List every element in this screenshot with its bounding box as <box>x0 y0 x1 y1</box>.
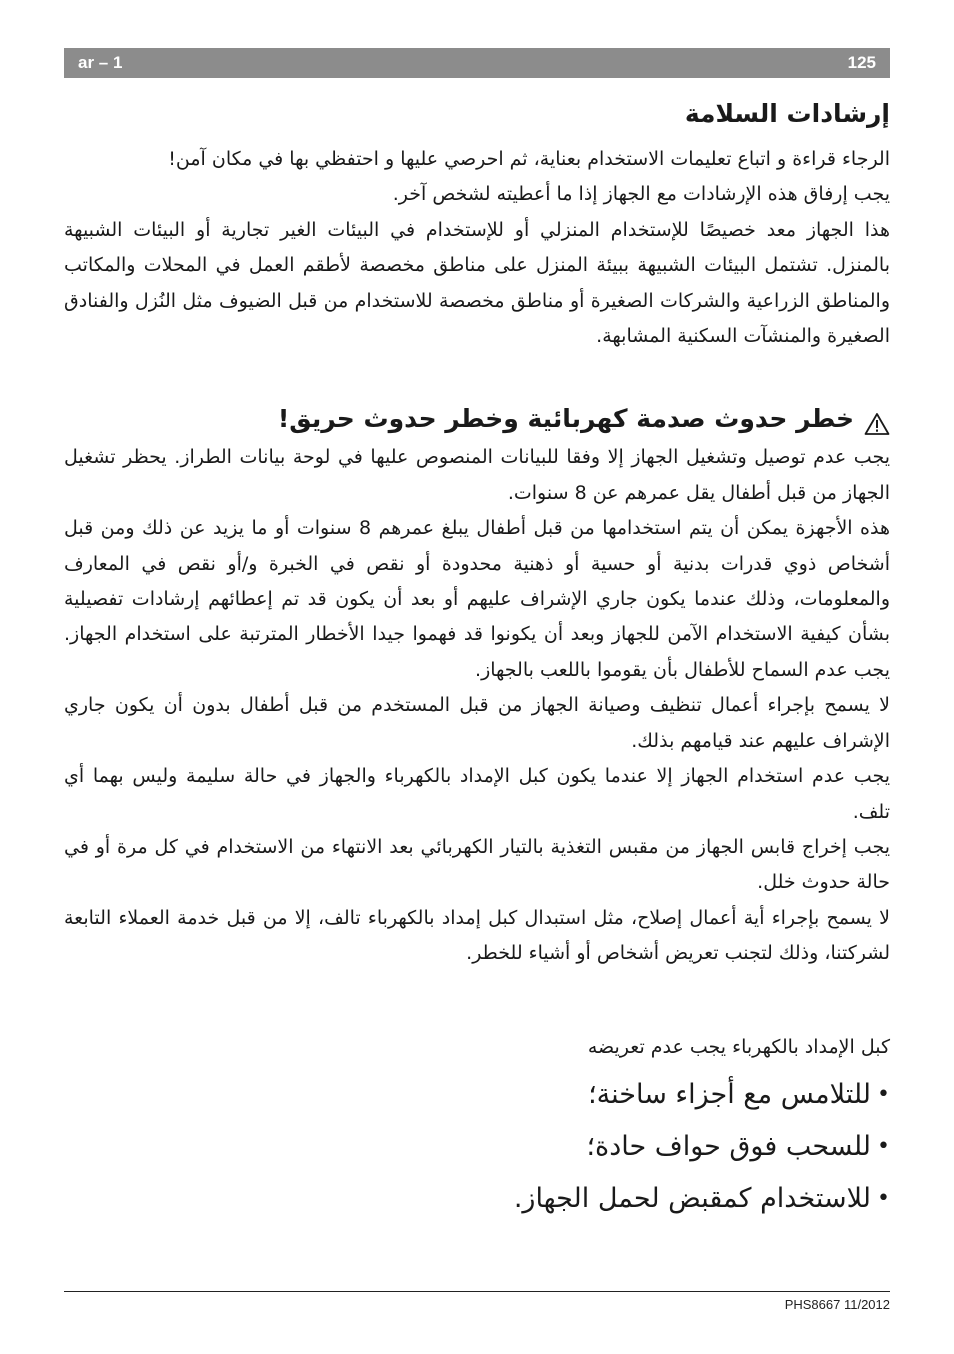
list-item <box>64 1069 890 1121</box>
page-header-bar <box>64 48 890 78</box>
paragraph: هذا الجهاز معد خصيصًا للإستخدام المنزلي أو للإستخدام في البيئات الغير تجارية أو البيئات الشبيهة بالمنزل. تشتمل البيئات الشبيهة ببيئة المنزل على مناطق مخصصة لأطقم العمل في المحلات والمكاتب والمناطق الزراعية والشركات الصغيرة أو مناطق مخصصة للاستخدام من قبل الضيوف مثل النُزل والفنادق الصغيرة والمنشآت السكنية المشابهة. <box>64 218 890 348</box>
paragraph: الرجاء قراءة و اتباع تعليمات الاستخدام بعناية، ثم احرصي عليها و احتفظي بها في مكان آمن! <box>168 148 890 170</box>
footer-divider <box>64 1291 890 1292</box>
list-item <box>64 1121 890 1173</box>
list-item-text: للتلامس مع أجزاء ساخنة؛ <box>588 1078 872 1110</box>
paragraph: يجب عدم توصيل وتشغيل الجهاز إلا وفقا للبيانات المنصوص عليها في لوحة بيانات الطراز. يحظر تشغيل الجهاز من قبل أطفال يقل عمرهم عن 8 سنوات. <box>64 446 890 504</box>
power-cord-list <box>64 1069 890 1225</box>
warning-title: خطر حدوث صدمة كهربائية وخطر حدوث حريق! <box>277 404 854 434</box>
paragraph: يجب إخراج قابس الجهاز من مقبس التغذية بالتيار الكهربائي بعد الانتهاء من الاستخدام في كل مرة أو في حالة حدوث خلل. <box>64 835 890 894</box>
bullet: • <box>877 1081 890 1107</box>
footer-model-date: PHS8667 11/2012 <box>784 1297 890 1312</box>
list-item-text: للسحب فوق حواف حادة؛ <box>586 1130 872 1162</box>
list-item-text: للاستخدام كمقبض لحمل الجهاز. <box>513 1182 872 1214</box>
paragraph: يجب عدم استخدام الجهاز إلا عندما يكون كبل الإمداد بالكهرباء والجهاز في حالة سليمة وليس بهما أي تلف. <box>64 765 890 823</box>
paragraph: يجب إرفاق هذه الإرشادات مع الجهاز إذا ما أعطيته لشخص آخر. <box>392 183 890 206</box>
list-item <box>64 1173 890 1225</box>
document-body <box>64 92 890 1225</box>
power-cord-label: كبل الإمداد بالكهرباء يجب عدم تعريضه <box>587 1035 890 1058</box>
bullet: • <box>877 1185 890 1211</box>
warning-triangle-icon <box>864 407 890 431</box>
electric-shock-warning-heading <box>64 398 890 440</box>
bullet: • <box>877 1133 890 1159</box>
page-number: 125 <box>847 53 876 72</box>
paragraph: لا يسمح بإجراء أعمال تنظيف وصيانة الجهاز من قبل المستخدم من قبل أطفال بدون أن يكون جاري الإشراف عليهم عند قيامهم بذلك. <box>64 694 890 752</box>
safety-instructions-heading: إرشادات السلامة <box>684 99 890 128</box>
paragraph: لا يسمح بإجراء أية أعمال إصلاح، مثل استبدال كبل إمداد بالكهرباء تالف، إلا من قبل خدمة العملاء التابعة لشركتنا، وذلك لتجنب تعريض أشخاص أو أشياء للخطر. <box>64 906 890 965</box>
paragraph: هذه الأجهزة يمكن أن يتم استخدامها من قبل أطفال يبلغ عمرهم 8 سنوات أو ما يزيد عن ذلك ومن قبل أشخاص ذوي قدرات بدنية أو حسية أو ذهنية محدودة أو نقص في الخبرة و/أو نقص في المعارف والمعلومات، وذلك عندما يكون جاري الإشراف عليهم أو بعد أن يكون قد تم إعطائهم إرشادات تفصيلية بشأن كيفية الاستخدام الآمن للجهاز وبعد أن يكونوا قد فهموا جيدا الأخطار المترتبة على استخدام الجهاز. يجب عدم السماح للأطفال بأن يقوموا باللعب بالجهاز. <box>64 517 890 681</box>
language-code: ar – 1 <box>78 53 123 72</box>
